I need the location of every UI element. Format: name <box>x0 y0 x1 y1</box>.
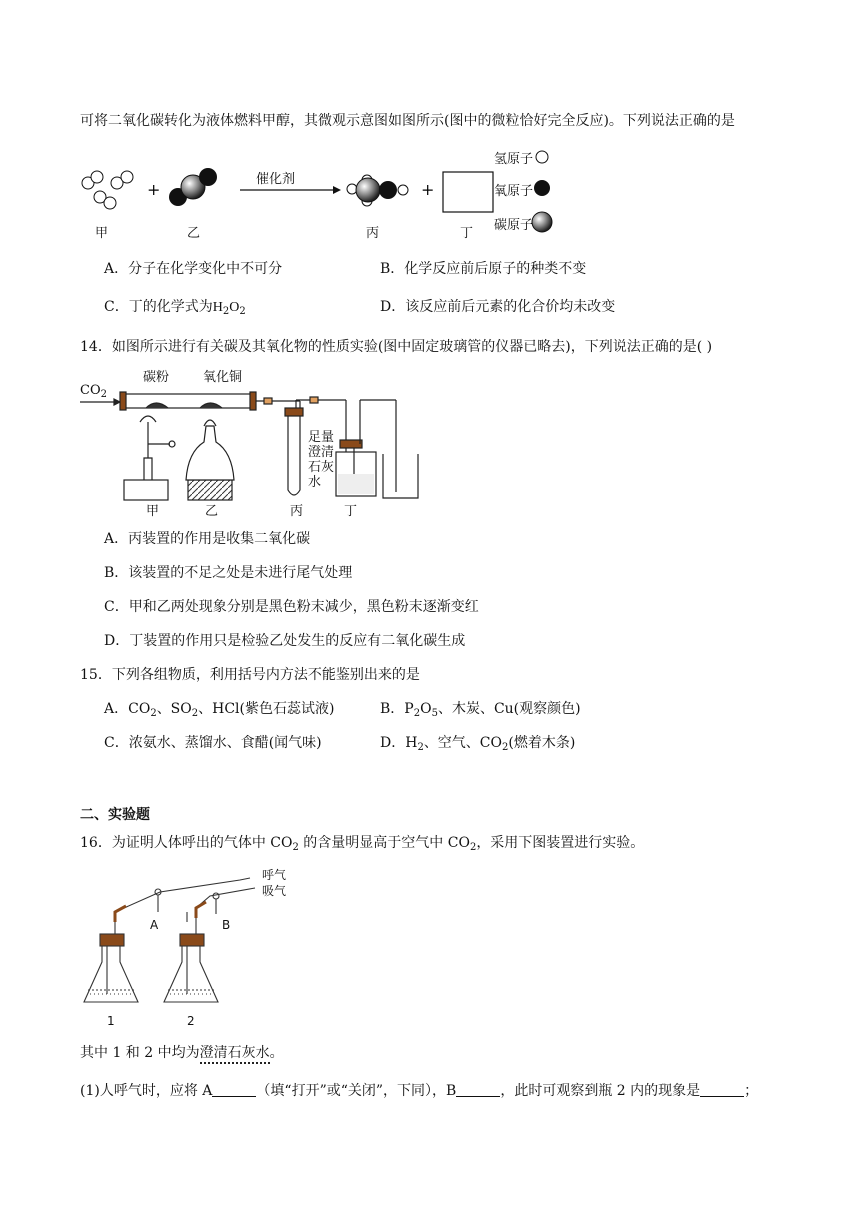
label-jia: 甲 <box>95 226 109 241</box>
q15-option-c: C．浓氨水、蒸馏水、食醋(闻气味) <box>104 735 322 751</box>
q16-part1: (1)人呼气时，应将 A （填“打开”或“关闭”，下同），B ，此时可观察到瓶 2 内的现象是 ； <box>80 1083 759 1099</box>
q14-option-c: C．甲和乙两处现象分别是黑色粉末减少，黑色粉末逐渐变红 <box>104 599 479 615</box>
apparatus-label-ding: 丁 <box>344 504 358 519</box>
q14-stem: 14．如图所示进行有关碳及其氧化物的性质实验(图中固定玻璃管的仪器已略去)，下列说法正确的是( ) <box>80 339 713 355</box>
copper-oxide-label: 氧化铜 <box>203 370 243 385</box>
legend-h-label: 氢原子 <box>494 152 534 167</box>
valve-b-label: B <box>222 918 231 932</box>
inhale-label: 吸气 <box>262 884 287 898</box>
legend-o-label: 氧原子 <box>494 184 534 199</box>
q13-option-a: A．分子在化学变化中不可分 <box>104 261 283 277</box>
catalyst-label: 催化剂 <box>256 172 296 187</box>
product-ding-box <box>443 172 493 212</box>
bottle-1-label: 1 <box>107 1014 115 1028</box>
q13-option-b: B．化学反应前后原子的种类不变 <box>380 261 587 277</box>
q14-apparatus-figure <box>78 362 438 512</box>
answer-blank-b[interactable] <box>456 1083 500 1097</box>
label-yi: 乙 <box>187 226 201 241</box>
product-bing-molecule <box>347 175 408 206</box>
section-title-experiment: 二、实验题 <box>80 807 150 823</box>
q13-reaction-figure <box>75 145 635 245</box>
label-bing: 丙 <box>366 226 380 241</box>
answer-blank-observation[interactable] <box>700 1083 744 1097</box>
q16-note: 其中 1 和 2 中均为澄清石灰水。 <box>80 1044 284 1062</box>
q13-option-d: D．该反应前后元素的化合价均未改变 <box>380 299 616 315</box>
legend-c-symbol <box>532 212 552 232</box>
limewater-note: 足量 澄清 石灰 水 <box>308 430 335 490</box>
emphasized-limewater: 澄清石灰水 <box>200 1045 270 1064</box>
q13-option-c: C．丁的化学式为$H_2O_2$ <box>104 299 246 317</box>
bottle-2-label: 2 <box>187 1014 195 1028</box>
q15-option-b: B．$P_2O_5$、木炭、Cu(观察颜色) <box>380 701 581 719</box>
q13-stem: 可将二氧化碳转化为液体燃料甲醇，其微观示意图如图所示(图中的微粒恰好完全反应)。下列说法正确的是 <box>80 113 735 129</box>
reactant-jia-molecules <box>82 171 133 209</box>
q16-stem: 16．为证明人体呼出的气体中 $CO_2$ 的含量明显高于空气中 $CO_2$，采用下图装置进行实验。 <box>80 835 645 853</box>
reactant-yi-molecule <box>169 168 217 206</box>
legend-h-symbol <box>536 151 548 163</box>
q14-option-d: D．丁装置的作用只是检验乙处发生的反应有二氧化碳生成 <box>104 633 466 649</box>
plus-sign-2: + <box>421 180 435 199</box>
q15-option-a: A．$CO_2$、$SO_2$、HCl(紫色石蕊试液) <box>104 701 335 719</box>
q14-option-a: A．丙装置的作用是收集二氧化碳 <box>104 531 311 547</box>
co2-inlet-label: $CO_2$ <box>80 383 107 400</box>
legend-o-symbol <box>534 180 550 196</box>
q15-option-d: D．$H_2$、空气、$CO_2$(燃着木条) <box>380 735 576 753</box>
legend-c-label: 碳原子 <box>494 218 534 233</box>
valve-a-label: A <box>150 918 159 932</box>
q14-option-b: B．该装置的不足之处是未进行尾气处理 <box>104 565 353 581</box>
apparatus-label-bing: 丙 <box>290 504 304 519</box>
apparatus-label-yi: 乙 <box>205 504 219 519</box>
apparatus-label-jia: 甲 <box>146 504 160 519</box>
answer-blank-a[interactable] <box>212 1083 256 1097</box>
plus-sign-1: + <box>147 180 161 199</box>
exhale-label: 呼气 <box>262 868 287 882</box>
carbon-powder-label: 碳粉 <box>143 370 170 385</box>
label-ding: 丁 <box>460 226 474 241</box>
q15-stem: 15．下列各组物质，利用括号内方法不能鉴别出来的是 <box>80 667 420 683</box>
